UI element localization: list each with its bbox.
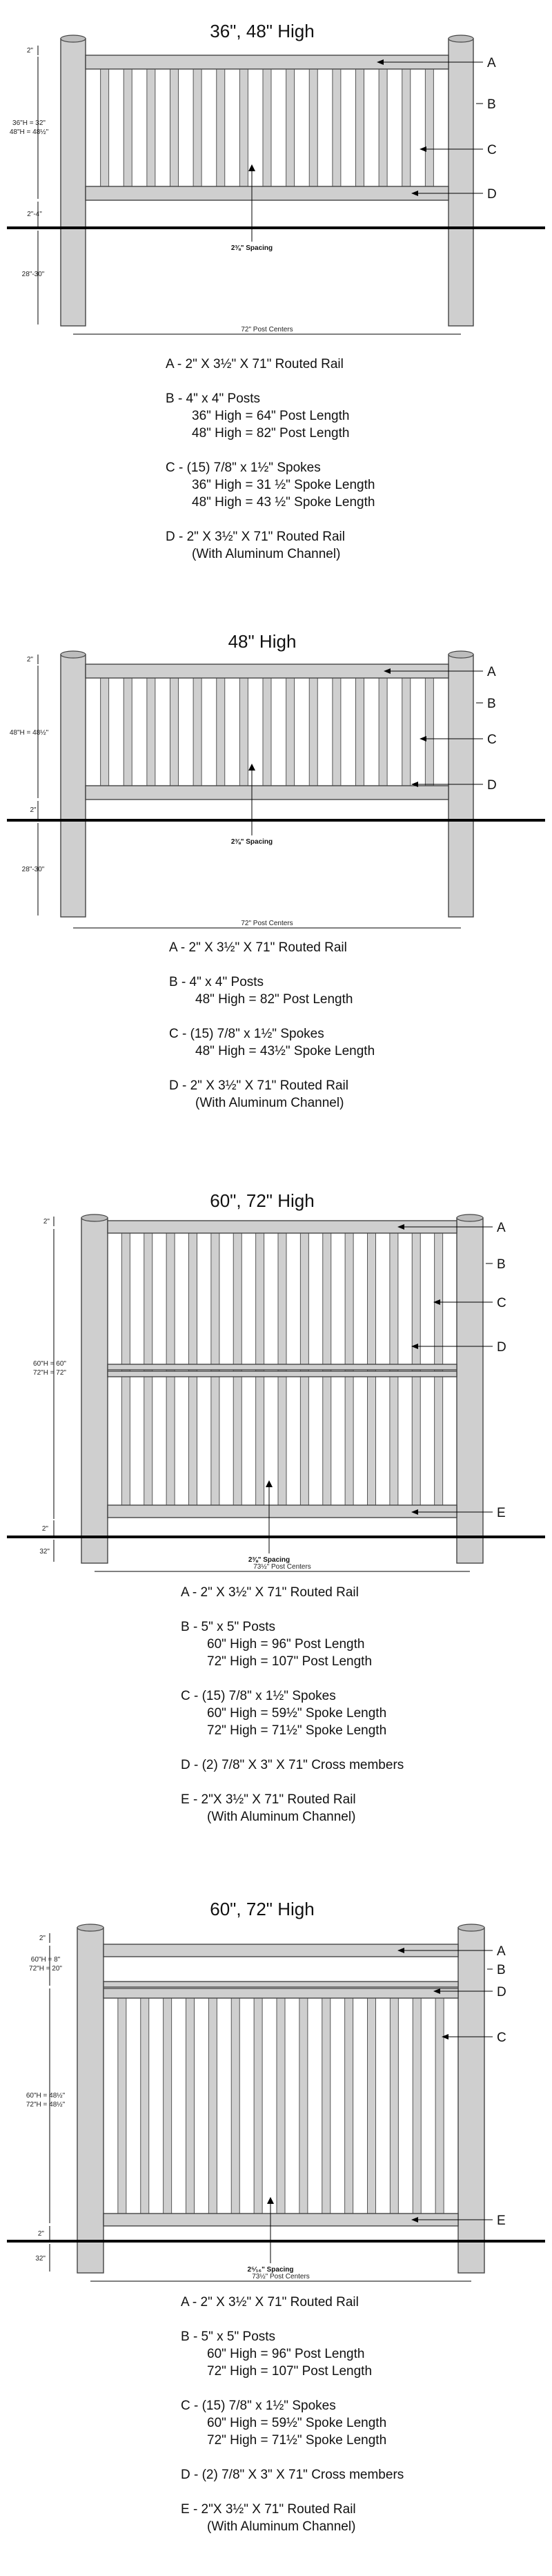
dim-top: 2" [43,1218,50,1226]
left-post-cap [81,1214,108,1221]
fence-diagram [0,614,552,939]
spec-d: D - (2) 7/8" X 3" X 71" Cross members [181,1758,404,1772]
fence-panel-60-72-a [0,1174,552,1871]
panel-title: 60", 72" High [210,1899,315,1919]
spoke [333,69,341,186]
left-post [61,39,86,326]
spoke [101,678,109,786]
dim-below-ground: 28"-30" [21,866,45,873]
fence-panel-36-48 [0,0,552,621]
spoke [309,69,317,186]
fence-diagram [0,1174,552,1574]
dim-post-centers: 73½" Post Centers [252,2273,310,2280]
spec-list [181,2294,404,2553]
spoke [425,69,433,186]
spoke [239,678,248,786]
spoke [425,678,433,786]
dim-below-ground: 28"-30" [21,271,45,278]
spec-list [169,939,375,1129]
dim-height-b: 72"H = 48½" [26,2101,66,2109]
spoke [118,1998,126,2214]
callout-e: E [497,2214,506,2228]
fence-diagram [0,1878,552,2278]
fence-diagram [0,0,552,345]
spacing-label: 2⅜" Spacing [230,838,273,846]
spoke [124,69,132,186]
spec-list [181,1584,404,1843]
callout-c: C [487,733,497,747]
panel-title: 36", 48" High [210,21,315,41]
spec-e: E - 2"X 3½" X 71" Routed Rail (With Aluminum Channel) [181,1792,356,1824]
cross-member-lower [103,1988,458,1998]
spoke [379,678,387,786]
spoke [239,69,248,186]
callout-d: D [497,1985,506,1999]
callout-b: B [487,97,496,112]
spoke [217,678,225,786]
dim-post-centers: 73½" Post Centers [253,1563,311,1571]
left-post-cap [61,35,86,42]
dim-top: 2" [26,656,33,664]
spoke [141,1998,149,2214]
spec-b: B - 5" x 5" Posts 60" High = 96" Post Length 72" High = 107" Post Length [181,2330,373,2379]
spoke [333,678,341,786]
dim-height-b: 72"H = 72" [33,1369,66,1377]
callout-e: E [497,1506,506,1520]
spoke [390,1998,398,2214]
spoke [217,69,225,186]
spoke [402,678,411,786]
spoke [147,678,155,786]
right-post [448,655,473,917]
callout-a: A [497,1944,506,1959]
spoke [402,69,411,186]
callout-b: B [497,1963,506,1977]
spoke [124,678,132,786]
callout-c: C [487,143,497,157]
dim-above-ground: 2" [37,2230,44,2238]
spec-b: B - 4" x 4" Posts 48" High = 82" Post Length [169,975,353,1007]
left-post [61,655,86,917]
dim-below-ground: 32" [39,1548,50,1556]
right-post-cap [448,651,473,658]
spoke [277,1998,285,2214]
left-post-cap [77,1924,103,1931]
cross-member-upper [108,1364,457,1370]
callout-d: D [497,1340,506,1355]
spoke [345,1998,353,2214]
left-post [77,1928,103,2273]
spoke [368,1998,376,2214]
dim-height-a: 36"H = 32" [12,119,46,127]
spacing-label: 2⅜" Spacing [230,244,273,252]
right-post [458,1928,484,2273]
dim-below-ground: 32" [35,2255,46,2263]
spoke [286,69,295,186]
spokes [101,678,434,786]
spec-e: E - 2"X 3½" X 71" Routed Rail (With Aluminum Channel) [181,2502,356,2534]
right-post-cap [448,35,473,42]
spec-c: C - (15) 7/8" x 1½" Spokes 60" High = 59½" Spoke Length 72" High = 71½" Spoke Length [181,1689,387,1738]
dim-height-a: 60"H = 60" [33,1360,66,1368]
spoke [356,69,364,186]
bottom-rail [86,786,448,800]
cross-member-upper [103,1982,458,1987]
spoke [322,1998,331,2214]
fence-panel-60-72-b [0,1878,552,2576]
spoke [299,1998,308,2214]
callout-c: C [497,1296,506,1310]
spoke [379,69,387,186]
panel-title: 48" High [228,631,297,652]
spoke [147,69,155,186]
spoke [231,1998,239,2214]
spec-list [166,356,375,580]
right-post [448,39,473,326]
spokes [101,69,434,186]
callout-b: B [497,1257,506,1272]
left-post [81,1218,108,1563]
spoke [193,678,201,786]
spacing-label: 2⅜" Spacing [248,1556,290,1564]
callout-a: A [487,665,496,679]
right-post-cap [458,1924,484,1931]
dim-top: 2" [39,1935,46,1942]
spec-a: A - 2" X 3½" X 71" Routed Rail [181,1585,359,1600]
bottom-rail [86,186,448,200]
left-post-cap [61,651,86,658]
dim-upper-a: 60"H = 8" [30,1956,61,1964]
dim-top: 2" [26,47,33,55]
cross-member-lower [108,1371,457,1377]
bottom-rail [103,2214,458,2226]
spec-a: A - 2" X 3½" X 71" Routed Rail [181,2295,359,2309]
callout-b: B [487,697,496,711]
spoke [435,1998,444,2214]
spoke [208,1998,217,2214]
dim-above-ground: 2" [41,1525,48,1533]
spoke [254,1998,262,2214]
spec-d: D - 2" X 3½" X 71" Routed Rail (With Aluminum Channel) [166,530,345,561]
callout-d: D [487,778,497,793]
spoke [101,69,109,186]
callout-d: D [487,187,497,202]
spec-c: C - (15) 7/8" x 1½" Spokes 48" High = 43½" Spoke Length [169,1027,375,1058]
spoke [263,69,271,186]
dim-above-ground: 2"-4" [27,211,42,218]
spoke [309,678,317,786]
spacing-label: 2⁵⁄₁₆" Spacing [247,2266,294,2274]
fence-panel-48 [0,614,552,1167]
spec-a: A - 2" X 3½" X 71" Routed Rail [166,357,344,371]
dim-height-b: 48"H = 48½" [9,128,49,136]
spec-c: C - (15) 7/8" x 1½" Spokes 36" High = 31 ½" Spoke Length 48" High = 43 ½" Spoke Length [166,461,375,510]
spoke [164,1998,172,2214]
spoke [286,678,295,786]
bottom-rail [108,1505,457,1518]
dim-above-ground: 2" [30,806,37,814]
right-post-cap [457,1214,483,1221]
dim-height-a: 48"H = 48½" [9,729,49,737]
spoke [186,1998,195,2214]
panel-title: 60", 72" High [210,1190,315,1211]
spec-c: C - (15) 7/8" x 1½" Spokes 60" High = 59½" Spoke Length 72" High = 71½" Spoke Length [181,2399,387,2448]
spoke [170,678,179,786]
spoke [413,1998,421,2214]
dim-upper-b: 72"H = 20" [29,1965,62,1973]
spoke [356,678,364,786]
dim-post-centers: 72" Post Centers [241,920,293,927]
spokes [118,1998,444,2214]
spec-a: A - 2" X 3½" X 71" Routed Rail [169,940,347,955]
spoke [263,678,271,786]
right-post [457,1218,483,1563]
spec-b: B - 5" x 5" Posts 60" High = 96" Post Length 72" High = 107" Post Length [181,1620,373,1669]
callout-c: C [497,2031,506,2045]
dim-height-a: 60"H = 48½" [26,2092,66,2100]
spec-d: D - (2) 7/8" X 3" X 71" Cross members [181,2468,404,2482]
spoke [193,69,201,186]
spec-b: B - 4" x 4" Posts 36" High = 64" Post Length 48" High = 82" Post Length [166,391,350,440]
spec-d: D - 2" X 3½" X 71" Routed Rail (With Aluminum Channel) [169,1078,348,1110]
spoke [170,69,179,186]
callout-a: A [497,1221,506,1235]
dim-post-centers: 72" Post Centers [241,326,293,333]
callout-a: A [487,56,496,70]
